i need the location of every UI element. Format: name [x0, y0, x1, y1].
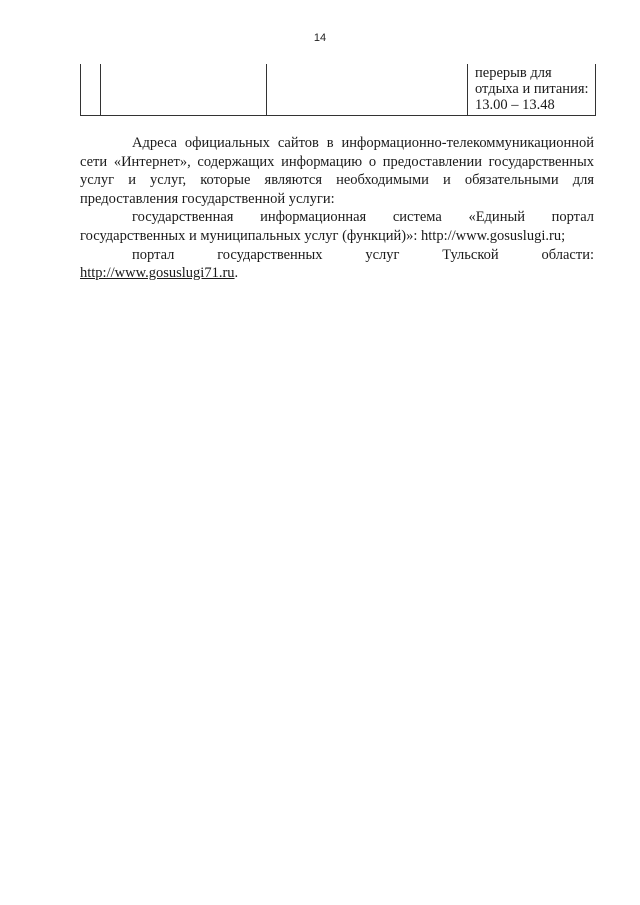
- table-cell-empty-3: [267, 64, 468, 116]
- table-cell-empty-1: [81, 64, 101, 116]
- gosuslugi-end: ;: [561, 227, 566, 244]
- break-line-1: перерыв для: [475, 65, 552, 81]
- gosuslugi-text: государственная информационная система «Единый портал государственных и муниципальных услуг (функций)»:: [80, 209, 594, 244]
- break-line-2: отдыха и питания:: [475, 81, 589, 97]
- regional-portal-paragraph: [80, 246, 594, 283]
- table-cell-break-time: [468, 64, 596, 116]
- page-number: 14: [313, 32, 327, 44]
- gosuslugi-link[interactable]: http://www.gosuslugi.ru: [421, 227, 562, 244]
- regional-portal-end: .: [234, 265, 239, 282]
- intro-paragraph: Адреса официальных сайтов в информационно-телекоммуникационной сети «Интернет», содержащих информацию о предоставлении государственных услуг и услуг, которые являются необходимыми и обязательными для предоставления государственной услуги:: [80, 135, 594, 207]
- table-cell-empty-2: [101, 64, 267, 116]
- table-fragment: [80, 64, 596, 116]
- table-row: [81, 64, 596, 116]
- regional-portal-text: портал государственных услуг Тульской области:: [132, 246, 594, 263]
- break-line-3: 13.00 – 13.48: [475, 97, 555, 113]
- regional-portal-link[interactable]: http://www.gosuslugi71.ru: [80, 265, 235, 282]
- document-body: [80, 134, 594, 283]
- gosuslugi-paragraph: [80, 208, 594, 245]
